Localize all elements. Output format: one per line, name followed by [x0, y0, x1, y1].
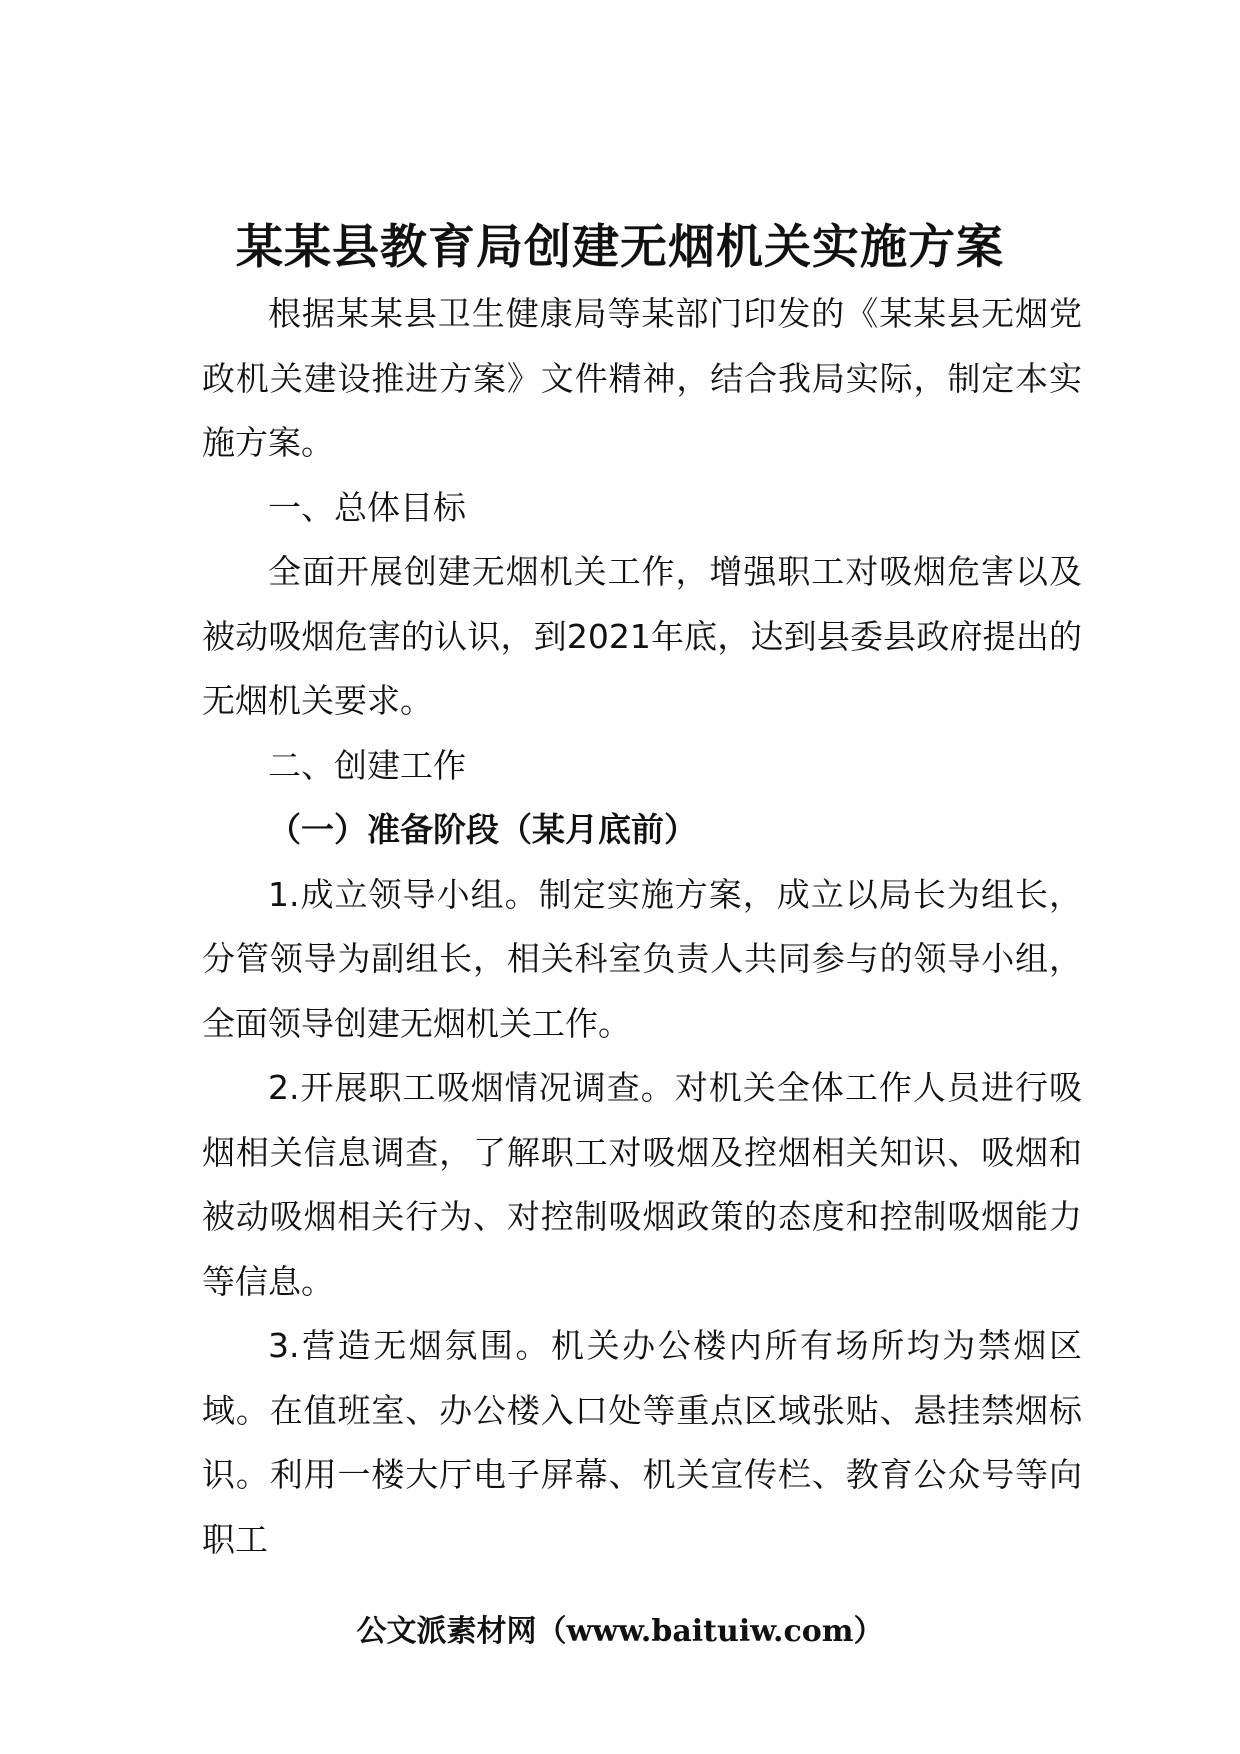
- item-paragraph-3: 3.营造无烟氛围。机关办公楼内所有场所均为禁烟区域。在值班室、办公楼入口处等重点区域张贴、悬挂禁烟标识。利用一楼大厅电子屏幕、机关宣传栏、教育公众号等向职工: [202, 1326, 1082, 1559]
- item-paragraph-2: 2.开展职工吸烟情况调查。对机关全体工作人员进行吸烟相关信息调查，了解职工对吸烟及控烟相关知识、吸烟和被动吸烟相关行为、对控制吸烟政策的态度和控制吸烟能力等信息。: [202, 1068, 1082, 1301]
- goal-paragraph: 全面开展创建无烟机关工作，增强职工对吸烟危害以及被动吸烟危害的认识，到2021年底，达到县委县政府提出的无烟机关要求。: [202, 552, 1082, 720]
- section-heading-overall-goal: 一、总体目标: [268, 487, 466, 527]
- subsection-heading-preparation: （一）准备阶段（某月底前）: [268, 810, 697, 849]
- footer-watermark: 公文派素材网（www.baituiw.com）: [356, 1614, 884, 1649]
- document-body: [202, 282, 1082, 1572]
- document-title: 某某县教育局创建无烟机关实施方案: [236, 220, 1004, 275]
- item-paragraph-1: 1.成立领导小组。制定实施方案，成立以局长为组长，分管领导为副组长，相关科室负责人共同参与的领导小组，全面领导创建无烟机关工作。: [202, 874, 1082, 1043]
- intro-paragraph: 根据某某县卫生健康局等某部门印发的《某某县无烟党政机关建设推进方案》文件精神，结合我局实际，制定本实施方案。: [202, 294, 1082, 462]
- section-heading-creation-work: 二、创建工作: [268, 745, 466, 785]
